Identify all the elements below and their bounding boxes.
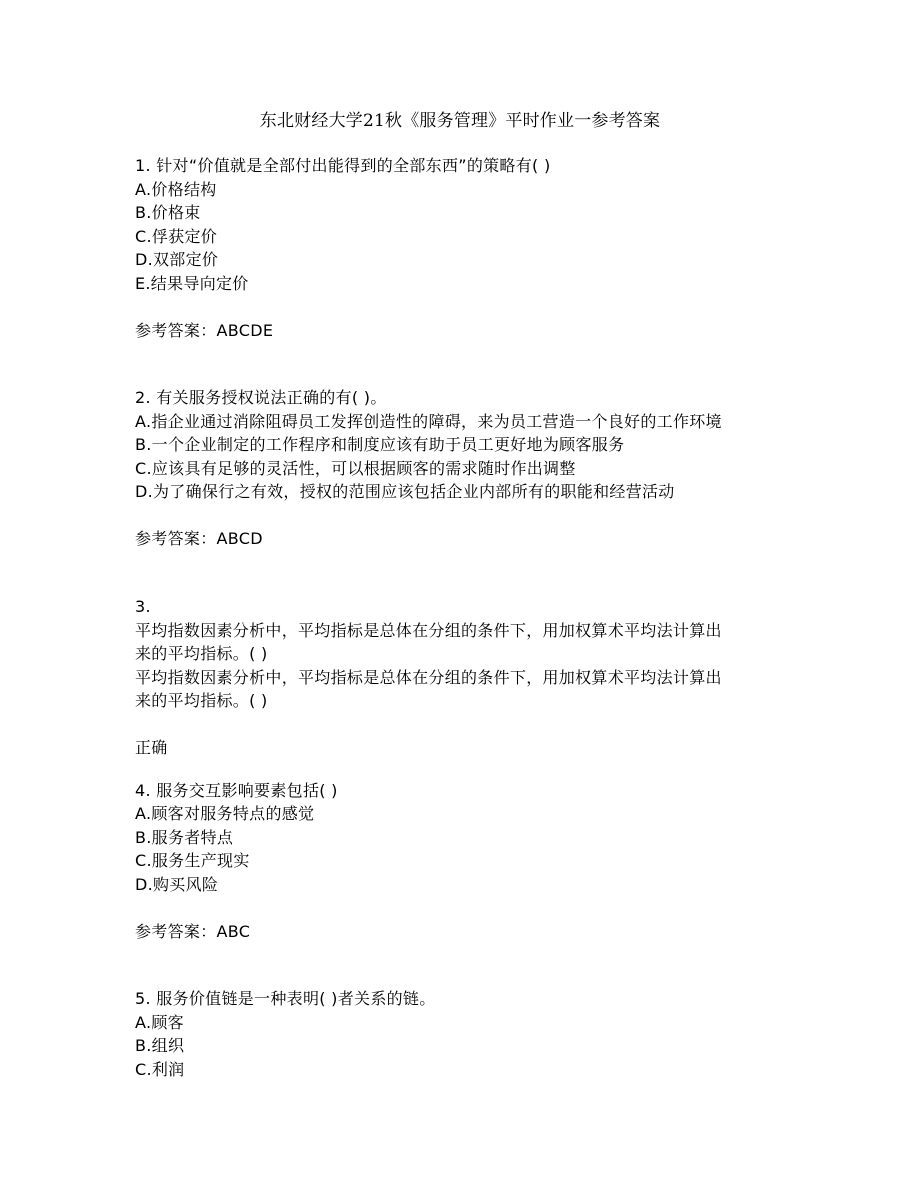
question-5-stem: 5. 服务价值链是一种表明( )者关系的链。 <box>135 989 436 1008</box>
question-4-answer: 参考答案：ABC <box>135 922 251 941</box>
document-title: 东北财经大学21秋《服务管理》平时作业一参考答案 <box>259 111 661 131</box>
question-1-option-c: C.俘获定价 <box>135 227 218 246</box>
question-2-stem: 2. 有关服务授权说法正确的有( )。 <box>135 388 387 407</box>
question-5-option-b: B.组织 <box>135 1036 185 1055</box>
question-4-option-d: D.购买风险 <box>135 875 219 894</box>
question-3-body-line-1: 平均指数因素分析中，平均指标是总体在分组的条件下，用加权算术平均法计算出 <box>135 621 722 640</box>
question-1-stem: 1. 针对“价值就是全部付出能得到的全部东西”的策略有( ) <box>135 156 551 175</box>
question-2-answer: 参考答案：ABCD <box>135 529 263 548</box>
question-1-option-d: D.双部定价 <box>135 250 219 269</box>
question-1-option-a: A.价格结构 <box>135 180 217 199</box>
question-3-stem: 3. <box>135 597 151 616</box>
question-4-stem: 4. 服务交互影响要素包括( ) <box>135 781 338 800</box>
question-4-option-a: A.顾客对服务特点的感觉 <box>135 804 315 823</box>
question-5-option-c: C.利润 <box>135 1060 185 1079</box>
question-3-answer: 正确 <box>135 738 168 757</box>
question-4-option-b: B.服务者特点 <box>135 828 234 847</box>
question-3-body-line-2: 来的平均指标。( ) <box>135 644 268 663</box>
question-3-body-line-4: 来的平均指标。( ) <box>135 691 268 710</box>
question-4-option-c: C.服务生产现实 <box>135 851 250 870</box>
question-1-option-b: B.价格束 <box>135 203 201 222</box>
question-1-answer: 参考答案：ABCDE <box>135 321 274 340</box>
question-5-option-a: A.顾客 <box>135 1013 184 1032</box>
question-2-option-d: D.为了确保行之有效，授权的范围应该包括企业内部所有的职能和经营活动 <box>135 482 675 501</box>
question-3-body-line-3: 平均指数因素分析中，平均指标是总体在分组的条件下，用加权算术平均法计算出 <box>135 668 722 687</box>
question-2-option-a: A.指企业通过消除阻碍员工发挥创造性的障碍，来为员工营造一个良好的工作环境 <box>135 412 722 431</box>
question-1-option-e: E.结果导向定价 <box>135 274 249 293</box>
question-2-option-b: B.一个企业制定的工作程序和制度应该有助于员工更好地为顾客服务 <box>135 435 625 454</box>
question-2-option-c: C.应该具有足够的灵活性，可以根据顾客的需求随时作出调整 <box>135 459 576 478</box>
